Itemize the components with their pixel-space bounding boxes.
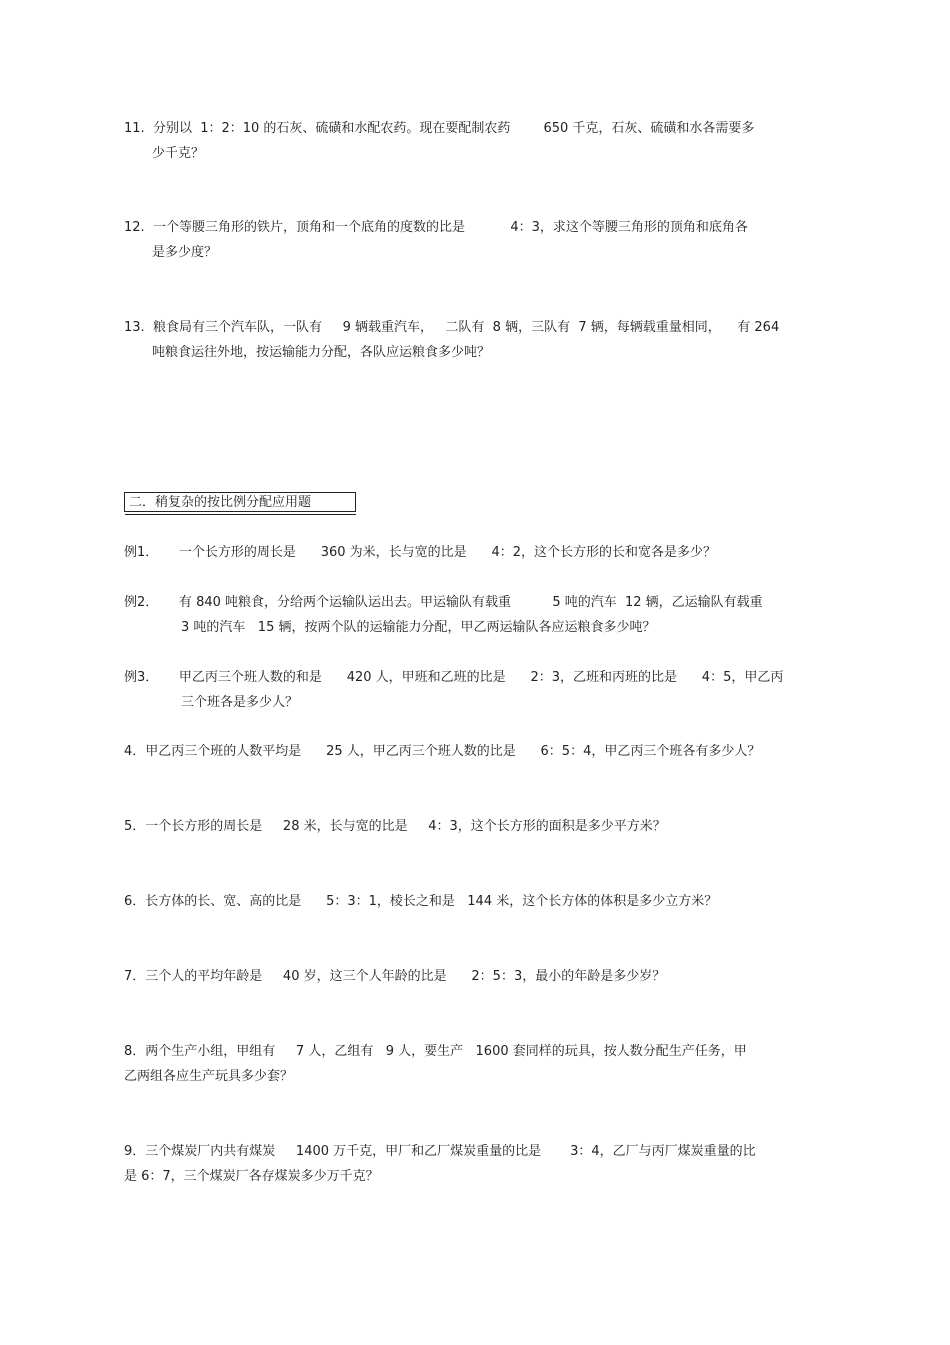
problem-4-line-1: 4．甲乙丙三个班的人数平均是 25 人，甲乙丙三个班人数的比是 6：5：4，甲乙丙三个班各有多少人？ (124, 744, 761, 759)
problem-8-line-2: 乙两组各应生产玩具多少套？ (124, 1069, 294, 1084)
problem-11-line-2: 少千克？ (152, 146, 205, 161)
example-1-line-1: 例1． 一个长方形的周长是 360 为米，长与宽的比是 4：2，这个长方形的长和宽各是多少？ (124, 545, 717, 560)
problem-9-line-2: 是 6：7，三个煤炭厂各存煤炭多少万千克？ (124, 1169, 379, 1184)
example-3-line-1: 例3． 甲乙丙三个班人数的和是 420 人，甲班和乙班的比是 2：3，乙班和丙班的比是 4：5，甲乙丙 (124, 670, 784, 685)
problem-7-line-1: 7．三个人的平均年龄是 40 岁，这三个人年龄的比是 2：5：3，最小的年龄是多少岁？ (124, 969, 666, 984)
example-2-line-2: 3 吨的汽车 15 辆，按两个队的运输能力分配，甲乙两运输队各应运粮食多少吨？ (181, 620, 656, 635)
example-3-line-2: 三个班各是多少人？ (181, 695, 299, 710)
problem-8-line-1: 8．两个生产小组，甲组有 7 人，乙组有 9 人，要生产 1600 套同样的玩具，按人数分配生产任务，甲 (124, 1044, 747, 1059)
section-heading-box (124, 492, 356, 512)
problem-12-line-2: 是多少度？ (152, 245, 218, 260)
problem-12-line-1: 12. 一个等腰三角形的铁片，顶角和一个底角的度数的比是 4：3，求这个等腰三角形的顶角和底角各 (124, 220, 748, 235)
problem-13-line-2: 吨粮食运往外地，按运输能力分配，各队应运粮食多少吨？ (152, 345, 491, 360)
problem-11-line-1: 11. 分别以 1：2：10 的石灰、硫磺和水配农药。现在要配制农药 650 千克，石灰、硫磺和水各需要多 (124, 121, 755, 136)
problem-5-line-1: 5．一个长方形的周长是 28 米，长与宽的比是 4：3，这个长方形的面积是多少平方米？ (124, 819, 666, 834)
problem-6-line-1: 6．长方体的长、宽、高的比是 5：3：1，棱长之和是 144 米，这个长方体的体积是多少立方米？ (124, 894, 718, 909)
problem-9-line-1: 9．三个煤炭厂内共有煤炭 1400 万千克，甲厂和乙厂煤炭重量的比是 3：4，乙厂与丙厂煤炭重量的比 (124, 1144, 756, 1159)
section-heading: 二．稍复杂的按比例分配应用题 (129, 495, 312, 510)
problem-13-line-1: 13. 粮食局有三个汽车队，一队有 9 辆载重汽车， 二队有 8 辆，三队有 7 辆，每辆载重量相同， 有 264 (124, 320, 780, 335)
example-2-line-1: 例2． 有 840 吨粮食，分给两个运输队运出去。甲运输队有载重 5 吨的汽车 12 辆，乙运输队有载重 (124, 595, 763, 610)
